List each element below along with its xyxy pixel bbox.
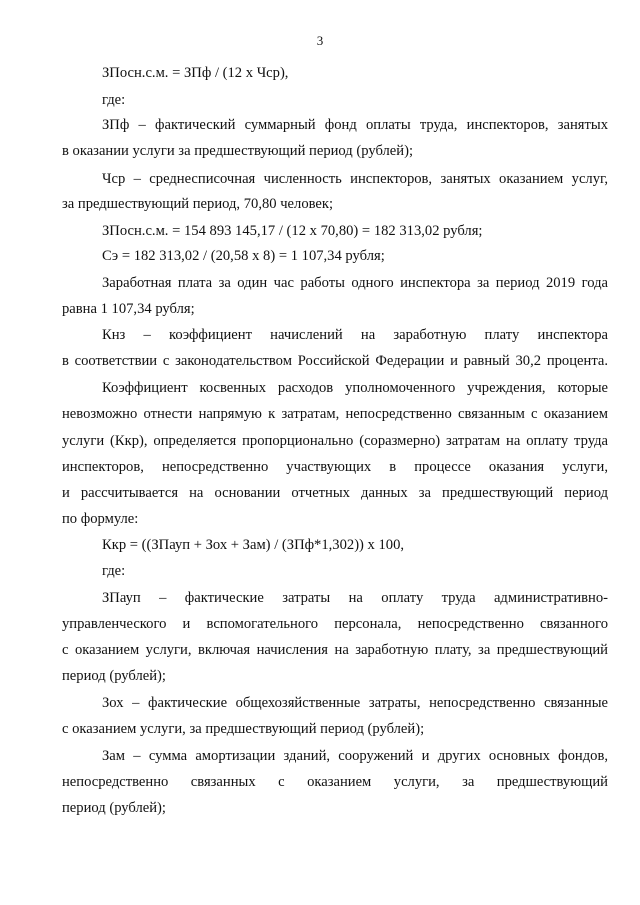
paragraph-line: период (рублей); xyxy=(62,800,166,816)
paragraph-line: управленческого и вспомогательного персонала, непосредственно связанного xyxy=(62,616,608,632)
paragraph-line: по формуле: xyxy=(62,511,139,527)
paragraph-line: Кнз – коэффициент начислений на заработную плату инспектора xyxy=(102,327,608,343)
paragraph-line: Коэффициент косвенных расходов уполномоченного учреждения, которые xyxy=(102,380,608,396)
paragraph-line: инспекторов, непосредственно участвующих в процессе оказания услуги, xyxy=(62,459,608,475)
paragraph-line: и рассчитывается на основании отчетных данных за предшествующий период xyxy=(62,485,608,501)
paragraph-line: за предшествующий период, 70,80 человек; xyxy=(62,196,334,212)
paragraph-line: в оказании услуги за предшествующий период (рублей); xyxy=(62,143,413,159)
paragraph-line: период (рублей); xyxy=(62,668,166,684)
paragraph-line: в соответствии с законодательством Российской Федерации и равный 30,2 процента. xyxy=(62,353,608,369)
where-label: где: xyxy=(102,563,126,579)
paragraph-line: с оказанием услуги, за предшествующий период (рублей); xyxy=(62,721,425,737)
paragraph-line: ЗПф – фактический суммарный фонд оплаты труда, инспекторов, занятых xyxy=(102,117,608,133)
formula-kkr: Ккр = ((ЗПауп + Зох + Зам) / (ЗПф*1,302)) х 100, xyxy=(102,537,405,553)
paragraph-line: Зох – фактические общехозяйственные затраты, непосредственно связанные xyxy=(102,695,608,711)
calculation-line: Сэ = 182 313,02 / (20,58 х 8) = 1 107,34 рубля; xyxy=(102,248,385,264)
paragraph-line: равна 1 107,34 рубля; xyxy=(62,301,195,317)
paragraph-line: Заработная плата за один час работы одного инспектора за период 2019 года xyxy=(102,275,608,291)
paragraph-line: Зам – сумма амортизации зданий, сооружений и других основных фондов, xyxy=(102,748,608,764)
paragraph-line: ЗПауп – фактические затраты на оплату труда административно- xyxy=(102,590,608,606)
page-number: 3 xyxy=(316,33,324,48)
where-label: где: xyxy=(102,92,126,108)
paragraph-line: невозможно отнести напрямую к затратам, непосредственно связанным с оказанием xyxy=(62,406,608,422)
formula-zposn: ЗПосн.с.м. = ЗПф / (12 х Чср), xyxy=(102,65,289,81)
calculation-line: ЗПосн.с.м. = 154 893 145,17 / (12 х 70,80) = 182 313,02 рубля; xyxy=(102,223,483,239)
paragraph-line: с оказанием услуги, включая начисления на заработную плату, за предшествующий xyxy=(62,642,608,658)
paragraph-line: непосредственно связанных с оказанием услуги, за предшествующий xyxy=(62,774,608,790)
paragraph-line: услуги (Ккр), определяется пропорционально (соразмерно) затратам на оплату труда xyxy=(62,433,608,449)
paragraph-line: Чср – среднесписочная численность инспекторов, занятых оказанием услуг, xyxy=(102,171,608,187)
